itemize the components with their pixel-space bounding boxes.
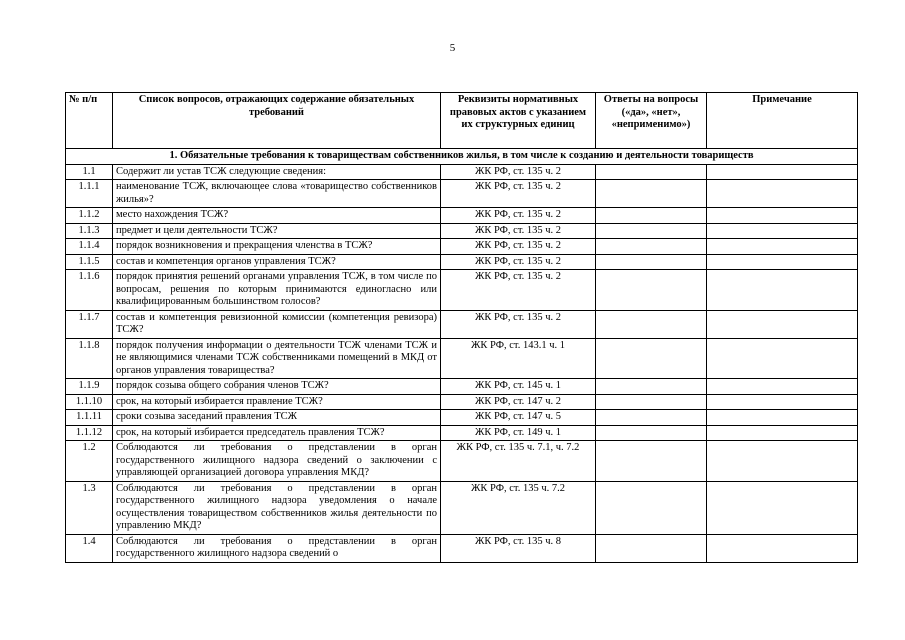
row-reference: ЖК РФ, ст. 135 ч. 8: [441, 534, 596, 562]
row-num: 1.1: [66, 164, 113, 180]
row-note-cell[interactable]: [707, 164, 858, 180]
row-note-cell[interactable]: [707, 180, 858, 208]
row-note-cell[interactable]: [707, 394, 858, 410]
row-question: Соблюдаются ли требования о представлении в орган государственного жилищного надзора сведений о заключении с управляющей организацией договора управления МКД?: [113, 441, 441, 482]
row-num: 1.1.5: [66, 254, 113, 270]
page-number: 5: [449, 42, 456, 54]
table-row: [66, 379, 858, 395]
row-num: 1.1.3: [66, 223, 113, 239]
requirements-checklist-table: [65, 92, 858, 563]
row-question: Соблюдаются ли требования о представлении в орган государственного жилищного надзора уведомления о начале осуществления товариществом собственников жилья деятельности по управлению МКД?: [113, 481, 441, 534]
table-row: [66, 254, 858, 270]
row-answer-cell[interactable]: [596, 441, 707, 482]
row-answer-cell[interactable]: [596, 310, 707, 338]
row-reference: ЖК РФ, ст. 147 ч. 5: [441, 410, 596, 426]
row-note-cell[interactable]: [707, 410, 858, 426]
row-reference: ЖК РФ, ст. 145 ч. 1: [441, 379, 596, 395]
row-answer-cell[interactable]: [596, 208, 707, 224]
row-note-cell[interactable]: [707, 481, 858, 534]
row-answer-cell[interactable]: [596, 481, 707, 534]
table-row: [66, 410, 858, 426]
row-note-cell[interactable]: [707, 441, 858, 482]
table-row: [66, 223, 858, 239]
row-note-cell[interactable]: [707, 223, 858, 239]
row-answer-cell[interactable]: [596, 534, 707, 562]
header-answer: Ответы на вопросы («да», «нет», «неприменимо»): [596, 93, 707, 149]
row-reference: ЖК РФ, ст. 149 ч. 1: [441, 425, 596, 441]
table-row: [66, 425, 858, 441]
row-question: сроки созыва заседаний правления ТСЖ: [113, 410, 441, 426]
row-answer-cell[interactable]: [596, 239, 707, 255]
row-num: 1.1.7: [66, 310, 113, 338]
section-heading: 1. Обязательные требования к товариществам собственников жилья, в том числе к созданию и деятельности товариществ: [66, 149, 858, 165]
section-heading-row: [66, 149, 858, 165]
row-question: Соблюдаются ли требования о представлении в орган государственного жилищного надзора сведений о: [113, 534, 441, 562]
row-num: 1.4: [66, 534, 113, 562]
row-reference: ЖК РФ, ст. 135 ч. 2: [441, 270, 596, 311]
row-num: 1.1.4: [66, 239, 113, 255]
row-question: порядок получения информации о деятельности ТСЖ членами ТСЖ и не являющимися членами ТСЖ собственниками помещений в МКД от органов управления товарищества?: [113, 338, 441, 379]
header-note: Примечание: [707, 93, 858, 149]
table-row: [66, 394, 858, 410]
table-row: [66, 208, 858, 224]
row-reference: ЖК РФ, ст. 135 ч. 2: [441, 310, 596, 338]
row-reference: ЖК РФ, ст. 135 ч. 2: [441, 180, 596, 208]
row-answer-cell[interactable]: [596, 379, 707, 395]
row-reference: ЖК РФ, ст. 135 ч. 2: [441, 239, 596, 255]
row-question: порядок возникновения и прекращения членства в ТСЖ?: [113, 239, 441, 255]
row-num: 1.1.11: [66, 410, 113, 426]
row-num: 1.1.2: [66, 208, 113, 224]
table-row: [66, 164, 858, 180]
row-num: 1.1.9: [66, 379, 113, 395]
row-num: 1.2: [66, 441, 113, 482]
row-question: срок, на который избирается председатель правления ТСЖ?: [113, 425, 441, 441]
row-question: состав и компетенция органов управления ТСЖ?: [113, 254, 441, 270]
row-num: 1.1.6: [66, 270, 113, 311]
row-reference: ЖК РФ, ст. 135 ч. 2: [441, 223, 596, 239]
row-question: состав и компетенция ревизионной комиссии (компетенция ревизора) ТСЖ?: [113, 310, 441, 338]
row-num: 1.1.10: [66, 394, 113, 410]
row-num: 1.3: [66, 481, 113, 534]
row-note-cell[interactable]: [707, 270, 858, 311]
table-row: [66, 481, 858, 534]
row-note-cell[interactable]: [707, 310, 858, 338]
row-note-cell[interactable]: [707, 254, 858, 270]
row-question: предмет и цели деятельности ТСЖ?: [113, 223, 441, 239]
row-question: Содержит ли устав ТСЖ следующие сведения:: [113, 164, 441, 180]
row-answer-cell[interactable]: [596, 394, 707, 410]
row-answer-cell[interactable]: [596, 254, 707, 270]
header-num: № п/п: [66, 93, 113, 149]
row-answer-cell[interactable]: [596, 410, 707, 426]
table-row: [66, 310, 858, 338]
row-answer-cell[interactable]: [596, 223, 707, 239]
table-row: [66, 338, 858, 379]
table-row: [66, 270, 858, 311]
row-reference: ЖК РФ, ст. 135 ч. 2: [441, 208, 596, 224]
header-reference: Реквизиты нормативных правовых актов с указанием их структурных единиц: [441, 93, 596, 149]
table-row: [66, 180, 858, 208]
row-answer-cell[interactable]: [596, 180, 707, 208]
table-row: [66, 239, 858, 255]
row-num: 1.1.1: [66, 180, 113, 208]
row-answer-cell[interactable]: [596, 270, 707, 311]
row-reference: ЖК РФ, ст. 135 ч. 7.1, ч. 7.2: [441, 441, 596, 482]
table-header-row: [66, 93, 858, 149]
row-note-cell[interactable]: [707, 379, 858, 395]
row-note-cell[interactable]: [707, 534, 858, 562]
row-num: 1.1.12: [66, 425, 113, 441]
row-answer-cell[interactable]: [596, 338, 707, 379]
row-question: порядок принятия решений органами управления ТСЖ, в том числе по вопросам, решения по которым принимаются единогласно или квалифицированным большинством голосов?: [113, 270, 441, 311]
row-num: 1.1.8: [66, 338, 113, 379]
row-note-cell[interactable]: [707, 208, 858, 224]
row-question: порядок созыва общего собрания членов ТСЖ?: [113, 379, 441, 395]
table-row: [66, 441, 858, 482]
row-question: наименование ТСЖ, включающее слова «товарищество собственников жилья»?: [113, 180, 441, 208]
table-row: [66, 534, 858, 562]
row-note-cell[interactable]: [707, 239, 858, 255]
row-note-cell[interactable]: [707, 425, 858, 441]
row-reference: ЖК РФ, ст. 143.1 ч. 1: [441, 338, 596, 379]
row-note-cell[interactable]: [707, 338, 858, 379]
row-reference: ЖК РФ, ст. 135 ч. 2: [441, 164, 596, 180]
row-reference: ЖК РФ, ст. 135 ч. 2: [441, 254, 596, 270]
row-reference: ЖК РФ, ст. 147 ч. 2: [441, 394, 596, 410]
row-question: срок, на который избирается правление ТСЖ?: [113, 394, 441, 410]
row-answer-cell[interactable]: [596, 164, 707, 180]
header-question: Список вопросов, отражающих содержание обязательных требований: [113, 93, 441, 149]
row-question: место нахождения ТСЖ?: [113, 208, 441, 224]
row-answer-cell[interactable]: [596, 425, 707, 441]
row-reference: ЖК РФ, ст. 135 ч. 7.2: [441, 481, 596, 534]
